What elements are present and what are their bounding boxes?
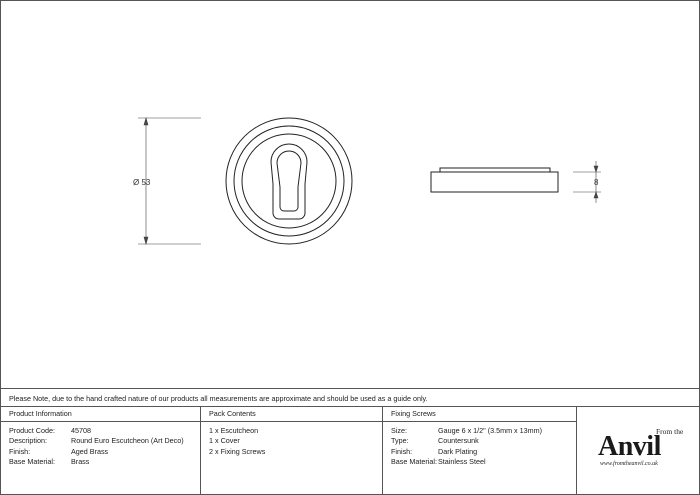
- row-label: Description:: [9, 436, 47, 446]
- logo-brand: Anvil: [598, 431, 661, 462]
- row-value: Dark Plating: [438, 446, 478, 456]
- pack-item: 1 x Escutcheon: [209, 426, 259, 435]
- type-row: [391, 436, 576, 446]
- finish-row: [391, 447, 576, 457]
- logo-tagline: From the: [656, 427, 684, 436]
- row-label: Finish:: [391, 446, 413, 456]
- product-information-title: Product Information: [1, 407, 200, 422]
- size-row: [391, 426, 576, 436]
- description-row: [9, 436, 200, 446]
- side-view: [431, 168, 558, 192]
- base-material-row: [391, 457, 576, 467]
- height-label: 8: [594, 178, 599, 187]
- from-the-anvil-logo: [578, 407, 699, 494]
- row-value: Brass: [71, 457, 90, 467]
- disclaimer-note: Please Note, due to the hand crafted nature of our products all measurements are approximate and should be used as a guide only.: [1, 388, 699, 407]
- row-label: Product Code:: [9, 426, 55, 435]
- row-value: Round Euro Escutcheon (Art Deco): [71, 436, 184, 446]
- product-code-row: [9, 426, 200, 436]
- logo-url: www.fromtheanvil.co.uk: [600, 461, 658, 467]
- finish-row: [9, 447, 200, 457]
- diameter-label: Ø 53: [133, 178, 151, 187]
- pack-contents-title: Pack Contents: [201, 407, 382, 422]
- front-view: [226, 118, 352, 244]
- pack-item: 1 x Cover: [209, 436, 240, 446]
- technical-drawing: [1, 1, 699, 388]
- row-label: Type:: [391, 436, 409, 446]
- row-label: Finish:: [9, 446, 31, 456]
- fixing-screws-panel: [383, 407, 577, 494]
- row-value: Gauge 6 x 1/2" (3.5mm x 13mm): [438, 426, 543, 435]
- row-label: Base Material:: [9, 457, 55, 467]
- pack-contents-panel: [201, 407, 383, 494]
- row-value: 45708: [71, 426, 91, 435]
- row-value: Aged Brass: [71, 446, 109, 456]
- row-value: Stainless Steel: [438, 457, 486, 467]
- row-value: Countersunk: [438, 436, 479, 446]
- product-information-panel: [1, 407, 201, 494]
- base-material-row: [9, 457, 200, 467]
- pack-item: 2 x Fixing Screws: [209, 446, 266, 456]
- row-label: Base Material:: [391, 457, 437, 467]
- fixing-screws-title: Fixing Screws: [383, 407, 576, 422]
- row-label: Size:: [391, 426, 407, 435]
